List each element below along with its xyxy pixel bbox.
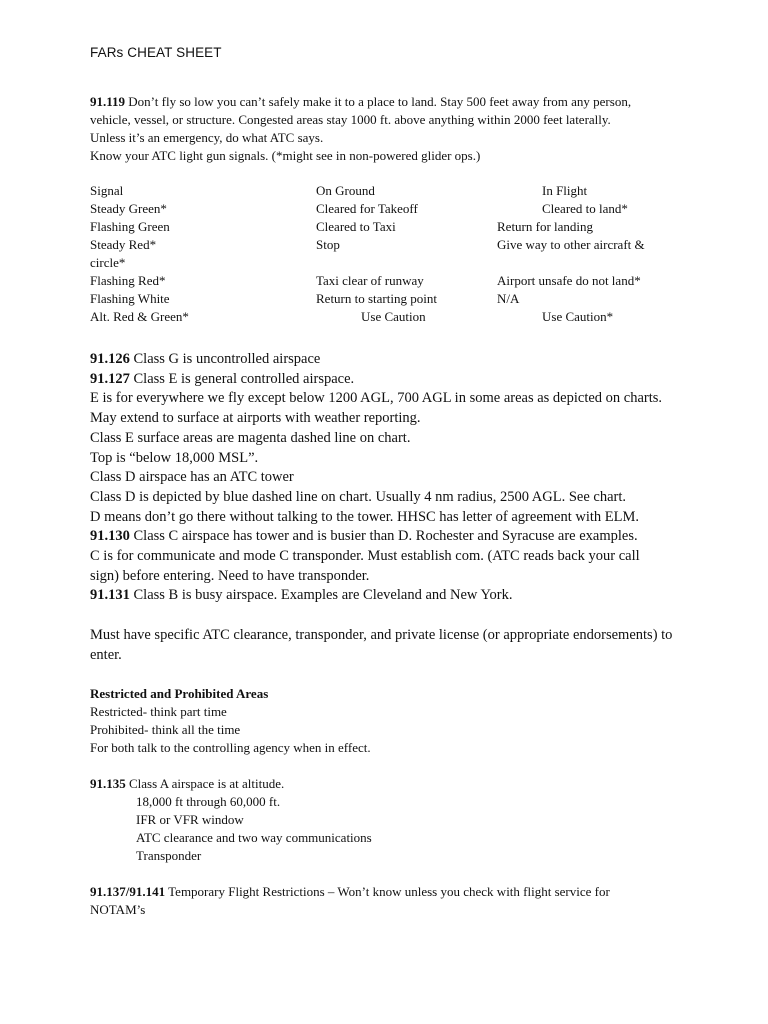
table-cell-ground: Stop: [316, 237, 340, 252]
paragraph-line: Prohibited- think all the time: [90, 722, 241, 737]
paragraph-line: enter.: [90, 646, 122, 663]
paragraph-line: Restricted- think part time: [90, 704, 227, 719]
table-cell-flight: Airport unsafe do not land*: [497, 273, 641, 288]
paragraph-line: Unless it’s an emergency, do what ATC says.: [90, 130, 324, 145]
reg-code: 91.131: [90, 587, 130, 604]
table-cell-signal: Flashing Red*: [90, 273, 166, 288]
table-cell-signal: Flashing Green: [90, 219, 170, 234]
list-item: ATC clearance and two way communications: [136, 830, 372, 845]
paragraph-line: Top is “below 18,000 MSL”.: [90, 449, 259, 466]
paragraph-line: 91.137/91.141 Temporary Flight Restrictions – Won’t know unless you check with flight service for: [90, 884, 610, 899]
reg-code: 91.130: [90, 528, 130, 545]
reg-code: 91.126: [90, 351, 130, 367]
section-91-135: [90, 775, 690, 865]
page-title: FARs CHEAT SHEET: [90, 45, 222, 60]
table-cell-flight: N/A: [497, 291, 520, 306]
reg-code: 91.135: [90, 776, 126, 791]
section-heading: Restricted and Prohibited Areas: [90, 686, 269, 701]
table-cell-ground: Cleared to Taxi: [316, 219, 396, 234]
list-item: IFR or VFR window: [136, 812, 244, 827]
paragraph-line: Know your ATC light gun signals. (*might see in non-powered glider ops.): [90, 148, 481, 163]
paragraph-line: Class D is depicted by blue dashed line on chart. Usually 4 nm radius, 2500 AGL. See chart.: [90, 488, 626, 505]
section-tfr: [90, 883, 690, 919]
paragraph-line: sign) before entering. Need to have transponder.: [90, 567, 370, 584]
reg-code: 91.119: [90, 94, 126, 109]
table-cell-signal: Steady Green*: [90, 201, 167, 216]
paragraph-line: For both talk to the controlling agency when in effect.: [90, 740, 371, 755]
section-restricted-prohibited: [90, 685, 690, 757]
paragraph-line: NOTAM’s: [90, 902, 146, 917]
reg-code: 91.137/91.141: [90, 884, 166, 899]
table-cell-signal: Flashing White: [90, 291, 170, 306]
paragraph-line: D means don’t go there without talking to the tower. HHSC has letter of agreement with ELM.: [90, 508, 640, 525]
table-cell-flight: Give way to other aircraft &: [497, 237, 645, 252]
blank-line: [90, 606, 710, 626]
paragraph-line: 91.126 Class G is uncontrolled airspace: [90, 351, 321, 367]
table-header-ground: On Ground: [316, 183, 375, 198]
paragraph-line: C is for communicate and mode C transponder. Must establish com. (ATC reads back your call: [90, 548, 640, 565]
table-header-flight: In Flight: [542, 183, 588, 198]
paragraph-line: 91.119 Don’t fly so low you can’t safely make it to a place to land. Stay 500 feet away from any person,: [90, 94, 632, 109]
paragraph-line: 91.135 Class A airspace is at altitude.: [90, 776, 285, 791]
table-cell-flight: Use Caution*: [542, 309, 614, 324]
list-item: 18,000 ft through 60,000 ft.: [136, 794, 281, 809]
paragraph-line: Must have specific ATC clearance, transponder, and private license (or appropriate endorsements) to: [90, 626, 673, 643]
table-cell-signal: Steady Red*: [90, 237, 157, 252]
paragraph-line: vehicle, vessel, or structure. Congested areas stay 1000 ft. above anything within 2000 feet laterally.: [90, 112, 611, 127]
table-header-signal: Signal: [90, 183, 124, 198]
reg-code: 91.127: [90, 370, 130, 387]
paragraph-line: Class D airspace has an ATC tower: [90, 469, 294, 486]
paragraph-line: Class E surface areas are magenta dashed line on chart.: [90, 429, 411, 446]
paragraph-line: 91.130 Class C airspace has tower and is busier than D. Rochester and Syracuse are examples.: [90, 528, 638, 545]
paragraph-line: May extend to surface at airports with weather reporting.: [90, 410, 421, 427]
table-cell-flight: Return for landing: [497, 219, 594, 234]
table-cell-signal: Alt. Red & Green*: [90, 309, 189, 324]
table-cell-ground: Use Caution: [361, 309, 426, 324]
paragraph-line: E is for everywhere we fly except below 1200 AGL, 700 AGL in some areas as depicted on charts.: [90, 390, 663, 407]
table-cell-ground: Taxi clear of runway: [316, 273, 424, 288]
paragraph-line: 91.127 Class E is general controlled airspace.: [90, 370, 355, 387]
table-cell-flight: Cleared to land*: [542, 201, 628, 216]
list-item: Transponder: [136, 848, 202, 863]
table-cell-ground: Cleared for Takeoff: [316, 201, 418, 216]
section-91-119: [90, 93, 690, 165]
table-cell-signal: circle*: [90, 255, 126, 270]
paragraph-line: 91.131 Class B is busy airspace. Examples are Cleveland and New York.: [90, 587, 513, 604]
table-cell-ground: Return to starting point: [316, 291, 437, 306]
section-airspace: [90, 350, 710, 665]
